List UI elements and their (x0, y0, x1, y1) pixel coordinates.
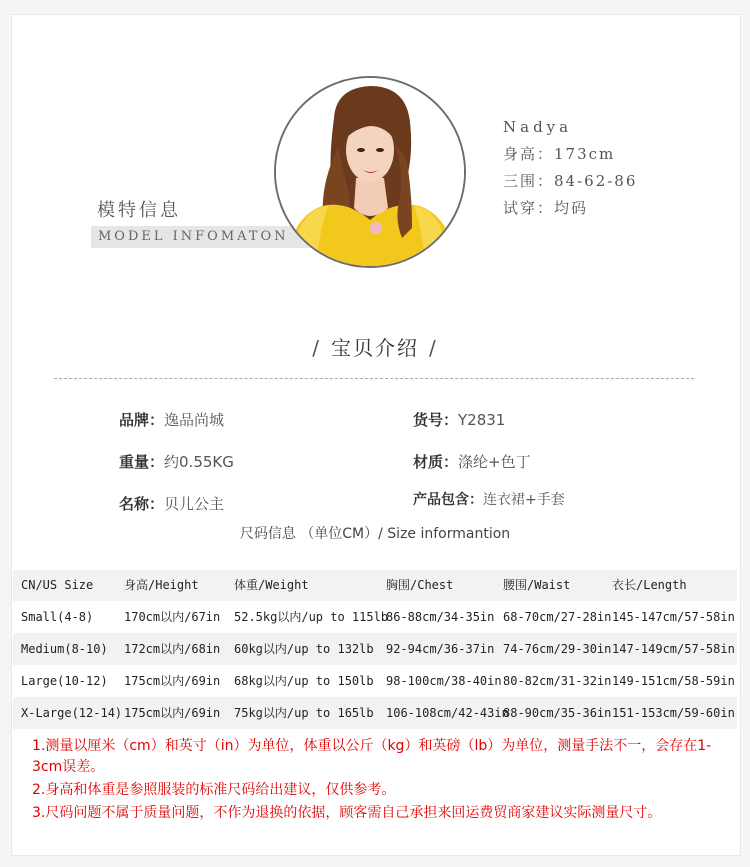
header-height: 身高/Height (124, 578, 199, 592)
cell-height: 175cm以内/69in (124, 706, 221, 720)
item-number-label: 货号： (413, 411, 459, 429)
product-brand (119, 409, 224, 430)
cell-size: Large(10-12) (21, 674, 108, 688)
weight-label: 重量： (119, 453, 165, 471)
cell-weight: 52.5kg以内/up to 115lb (234, 610, 389, 624)
table-row (13, 633, 737, 665)
product-material (413, 451, 531, 472)
heading-slash-right: / (429, 336, 438, 360)
product-name (119, 493, 224, 514)
material-value: 涤纶+色丁 (458, 453, 531, 471)
size-info-caption: 尺码信息 （单位CM）/ Size informantion (239, 526, 511, 542)
table-header-row (13, 570, 737, 601)
cell-chest: 106-108cm/42-43in (386, 706, 509, 720)
product-item-number (413, 409, 505, 430)
table-row (13, 665, 737, 697)
weight-value: 约0.55KG (164, 453, 234, 471)
material-label: 材质： (413, 453, 459, 471)
header-chest: 胸围/Chest (386, 578, 454, 592)
note-item: 1.测量以厘米（cm）和英寸（in）为单位，体重以公斤（kg）和英磅（lb）为单位，测量手法不一，会存在1-3cm误差。 (32, 738, 712, 775)
model-photo (274, 76, 466, 268)
cell-weight: 75kg以内/up to 165lb (234, 706, 374, 720)
cell-height: 170cm以内/67in (124, 610, 221, 624)
cell-waist: 68-70cm/27-28in (503, 610, 612, 624)
cell-size: Medium(8-10) (21, 642, 108, 656)
name-label: 名称： (119, 495, 165, 513)
includes-label: 产品包含： (413, 492, 483, 508)
header-length: 衣长/Length (612, 578, 687, 592)
model-section-subtitle: MODEL INFOMATON (91, 226, 311, 248)
cell-length: 149-151cm/58-59in (612, 674, 735, 688)
note-item: 2.身高和体重是参照服装的标准尺码给出建议，仅供参考。 (32, 782, 396, 798)
cell-waist: 74-76cm/29-30in (503, 642, 612, 656)
cell-waist: 80-82cm/31-32in (503, 674, 612, 688)
cell-size: X-Large(12-14) (21, 706, 123, 720)
cell-weight: 68kg以内/up to 150lb (234, 674, 374, 688)
size-notes (32, 736, 722, 826)
brand-label: 品牌： (119, 411, 165, 429)
cell-chest: 92-94cm/36-37in (386, 642, 495, 656)
header-weight: 体重/Weight (234, 578, 309, 592)
model-height: 身高：173cm (503, 145, 616, 163)
heading-slash-left: / (312, 336, 321, 360)
intro-heading-text: 宝贝介绍 (331, 336, 419, 360)
model-section-title: 模特信息 (97, 200, 181, 221)
cell-length: 145-147cm/57-58in (612, 610, 735, 624)
model-name: Nadya (503, 118, 573, 136)
product-includes (413, 489, 565, 509)
cell-height: 172cm以内/68in (124, 642, 221, 656)
header-size: CN/US Size (21, 578, 94, 592)
item-number-value: Y2831 (458, 411, 506, 429)
model-info (503, 114, 637, 222)
table-row (13, 601, 737, 633)
cell-length: 151-153cm/59-60in (612, 706, 735, 720)
size-table (13, 570, 737, 729)
includes-value: 连衣裙+手套 (483, 492, 565, 508)
product-weight (119, 451, 234, 472)
dashed-divider (54, 378, 694, 379)
name-value: 贝儿公主 (164, 495, 225, 513)
table-row (13, 697, 737, 729)
model-measurements: 三围：84-62-86 (503, 172, 638, 190)
cell-height: 175cm以内/69in (124, 674, 221, 688)
cell-length: 147-149cm/57-58in (612, 642, 735, 656)
brand-value: 逸品尚城 (164, 411, 225, 429)
intro-heading (0, 332, 750, 361)
model-size-worn: 试穿：均码 (503, 199, 589, 217)
cell-weight: 60kg以内/up to 132lb (234, 642, 374, 656)
cell-chest: 98-100cm/38-40in (386, 674, 502, 688)
note-item: 3.尺码问题不属于质量问题，不作为退换的依据，顾客需自己承担来回运费贸商家建议实际测量尺寸。 (32, 805, 662, 821)
cell-size: Small(4-8) (21, 610, 94, 624)
cell-waist: 88-90cm/35-36in (503, 706, 612, 720)
header-waist: 腰围/Waist (503, 578, 571, 592)
cell-chest: 86-88cm/34-35in (386, 610, 495, 624)
